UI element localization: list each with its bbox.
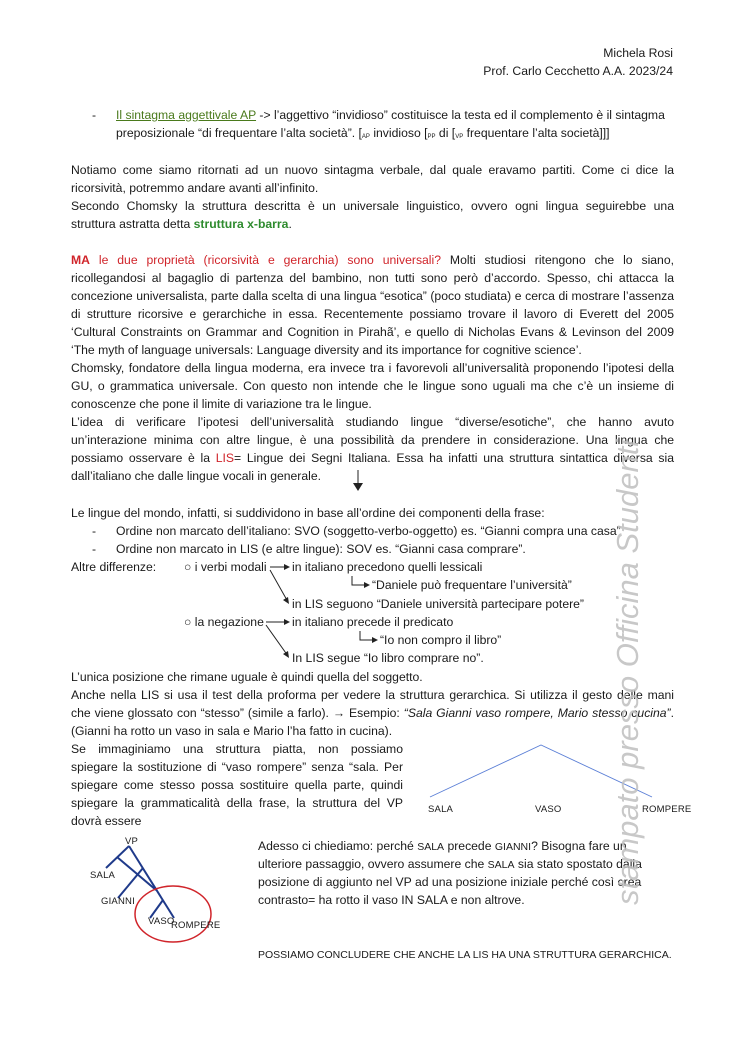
tree-gianni: GIANNI: [101, 896, 135, 907]
para3-bullet1: Ordine non marcato dell’italiano: SVO (soggetto-verbo-oggetto) es. “Gianni compra una casa”: [116, 524, 621, 538]
para4-line3-d: .: [670, 706, 675, 720]
para4-line7: spiegare come stesso possa sostituire quella parte, quindi: [71, 778, 403, 792]
bullet1-line2-c: di [: [435, 126, 456, 140]
para2-line9: conoscenze che pone il limite di variazione tra le lingue.: [71, 397, 372, 411]
para2-line11: un’interazione minima con altre lingue, è una possibilità da prendere in considerazione. Una lingua che: [71, 433, 674, 447]
para2-line3: concezione universalista, parte dalla scelta di una lingua “esotica” (poco studiata) e cerca di mostrare l’assenza: [71, 289, 674, 303]
negazione-lis: In LIS segue “Io libro comprare no”.: [292, 651, 484, 665]
para1-line1: Notiamo come siamo ritornati ad un nuovo sintagma verbale, dal quale eravamo partiti. Come ci dice la: [71, 163, 674, 177]
altre-differenze: Altre differenze:: [71, 560, 157, 574]
para5-line1-c: precede: [444, 839, 495, 853]
para4-line3-a: che viene glossato con “stesso” (simile a farlo).: [71, 706, 333, 720]
para2-line12-c: = Lingue dei Segni Italiana. Essa ha infatti una struttura sintattica diversa sia: [234, 451, 674, 465]
para2-line1-rest: Molti studiosi ritengono che lo siano,: [441, 253, 674, 267]
bullet1-line2-b: invidioso [: [369, 126, 428, 140]
para5-line2-a: ulteriore passaggio, ovvero assumere che: [258, 857, 488, 871]
watermark: stampato presso Officina Studenti: [610, 439, 645, 905]
para2-line2: ricollegandosi al bagaglio di partenza del bambino, non tutti sono però d’accordo. Spesso, chi attacca la: [71, 271, 674, 285]
header-course: Prof. Carlo Cecchetto A.A. 2023/24: [483, 64, 673, 78]
verbi-modali-label: ○ i verbi modali: [184, 560, 267, 574]
para5-line2-c: sia stato spostato dalla: [514, 857, 642, 871]
para5-line1-a: Adesso ci chiediamo: perché: [258, 839, 418, 853]
para4-line9: dovrà essere: [71, 814, 142, 828]
para3-bullet2: Ordine non marcato in LIS (e altre lingue): SOV es. “Gianni casa comprare”.: [116, 542, 526, 556]
sub-ap: AP: [361, 134, 370, 140]
sub-vp: VP: [455, 134, 464, 140]
tree-vp: VP: [125, 836, 139, 847]
para1-line2: ricorsività, potremmo andare avanti all’infinito.: [71, 181, 319, 195]
para5-line2: [258, 855, 642, 874]
para2-line13: dall’italiano che dalle lingue vocali in generale.: [71, 469, 322, 483]
sub-pp: PP: [427, 134, 436, 140]
bullet1-line2-a: preposizionale “di frequentare l’alta società”. [: [116, 126, 362, 140]
para2-question: le due proprietà (ricorsività e gerarchia) sono universali?: [89, 253, 442, 267]
para4-line5: Se immaginiamo una struttura piatta, non possiamo: [71, 742, 403, 756]
struttura-x-barra: struttura x-barra: [193, 217, 289, 231]
flat-rompere: ROMPERE: [642, 804, 692, 815]
bullet1-line1-rest: -> l’aggettivo “invidioso” costituisce la testa ed il complemento è il sintagma: [256, 108, 665, 122]
para2-line8: GU, o grammatica universale. Con questo non intende che le lingue sono uguali ma che c’è un insieme di: [71, 379, 674, 393]
tree-sala: SALA: [90, 870, 116, 881]
para1-line4-a: struttura astratta detta: [71, 217, 194, 231]
verbi-italiano-example: “Daniele può frequentare l’università”: [372, 578, 572, 592]
tree-rompere: ROMPERE: [171, 920, 221, 931]
para1-line4-c: .: [288, 217, 292, 231]
verbi-lis: in LIS seguono “Daniele università partecipare potere”: [292, 597, 584, 611]
negazione-italiano-example: “Io non compro il libro”: [380, 633, 502, 647]
bullet-dash: -: [92, 108, 97, 122]
para1-line3: Secondo Chomsky la struttura descritta è un universale linguistico, ovvero ogni lingua seguirebbe una: [71, 199, 674, 213]
para2-line10: L’idea di verificare l’ipotesi dell’universalità studiando lingue “diverse/esotiche”, che hanno avuto: [71, 415, 674, 429]
para5-line3: posizione di aggiunto nel VP ad una posizione iniziale perché così crea: [258, 875, 642, 889]
para5-line4: contrasto= ha rotto il vaso IN SALA e non altrove.: [258, 893, 525, 907]
para2-line7: Chomsky, fondatore della lingua moderna, era invece tra i favorevoli all’universalità proponendo l’ipotesi della: [71, 361, 674, 375]
para2-line5: ‘Cultural Constraints on Grammar and Cognition in Pirahã’, e quello di Nicholas Evans & Levinson del 2009: [71, 325, 674, 339]
sala-caps-2: SALA: [487, 859, 515, 871]
right-arrow-icon: →: [332, 706, 346, 720]
tree-vaso: VASO: [148, 916, 175, 927]
bullet-dash-3: -: [92, 542, 97, 556]
lis-example-sentence: “Sala Gianni vaso rompere, Mario stesso cucina”: [403, 706, 671, 720]
highlight-circle: [135, 886, 211, 942]
para5-line1-e: ? Bisogna fare un: [531, 839, 627, 853]
bullet-dash-2: -: [92, 524, 97, 538]
verbi-italiano: in italiano precedono quelli lessicali: [292, 560, 483, 574]
para4-line2: Anche nella LIS si usa il test della proforma per vedere la struttura gerarchica. Si utilizza il gesto delle mani: [71, 688, 674, 702]
lis-highlight: LIS: [215, 451, 235, 465]
ma-label: MA: [71, 253, 90, 267]
para4-line1: L’unica posizione che rimane uguale è quindi quella del soggetto.: [71, 670, 423, 684]
gianni-caps: GIANNI: [494, 841, 532, 853]
para4-line6: spiegare la sostituzione di “vaso rompere” senza “sala. Per: [71, 760, 403, 774]
flat-sala: SALA: [428, 804, 454, 815]
negazione-label: ○ la negazione: [184, 615, 264, 629]
para4-line8: spiegare la grammaticalità della frase, la struttura del VP: [71, 796, 403, 810]
conclusion: POSSIAMO CONCLUDERE CHE ANCHE LA LIS HA UNA STRUTTURA GERARCHICA.: [258, 949, 672, 961]
bullet1-line2-d: frequentare l’alta società]]]: [463, 126, 610, 140]
para2-line12-a: possiamo osservare è la: [71, 451, 216, 465]
para3-line1: Le lingue del mondo, infatti, si suddividono in base all’ordine dei componenti della frase:: [71, 506, 545, 520]
para2-line6: ‘The myth of language universals: Language diversity and its importance for cognitive science’.: [71, 343, 582, 357]
para2-line4: di strutture ricorsive e gerarchiche in essa. Recentemente possiamo trovare il lavoro di Everett del 2005: [71, 307, 674, 321]
para5-line1: [258, 837, 627, 856]
para4-line3-b: Esempio:: [345, 706, 404, 720]
sala-caps: SALA: [417, 841, 445, 853]
flat-vaso: VASO: [535, 804, 562, 815]
header-author: Michela Rosi: [603, 46, 673, 60]
negazione-italiano: in italiano precede il predicato: [292, 615, 454, 629]
ap-link[interactable]: Il sintagma aggettivale AP: [116, 108, 257, 122]
para4-line4: (Gianni ha rotto un vaso in sala e Mario l’ha fatto in cucina).: [71, 724, 393, 738]
